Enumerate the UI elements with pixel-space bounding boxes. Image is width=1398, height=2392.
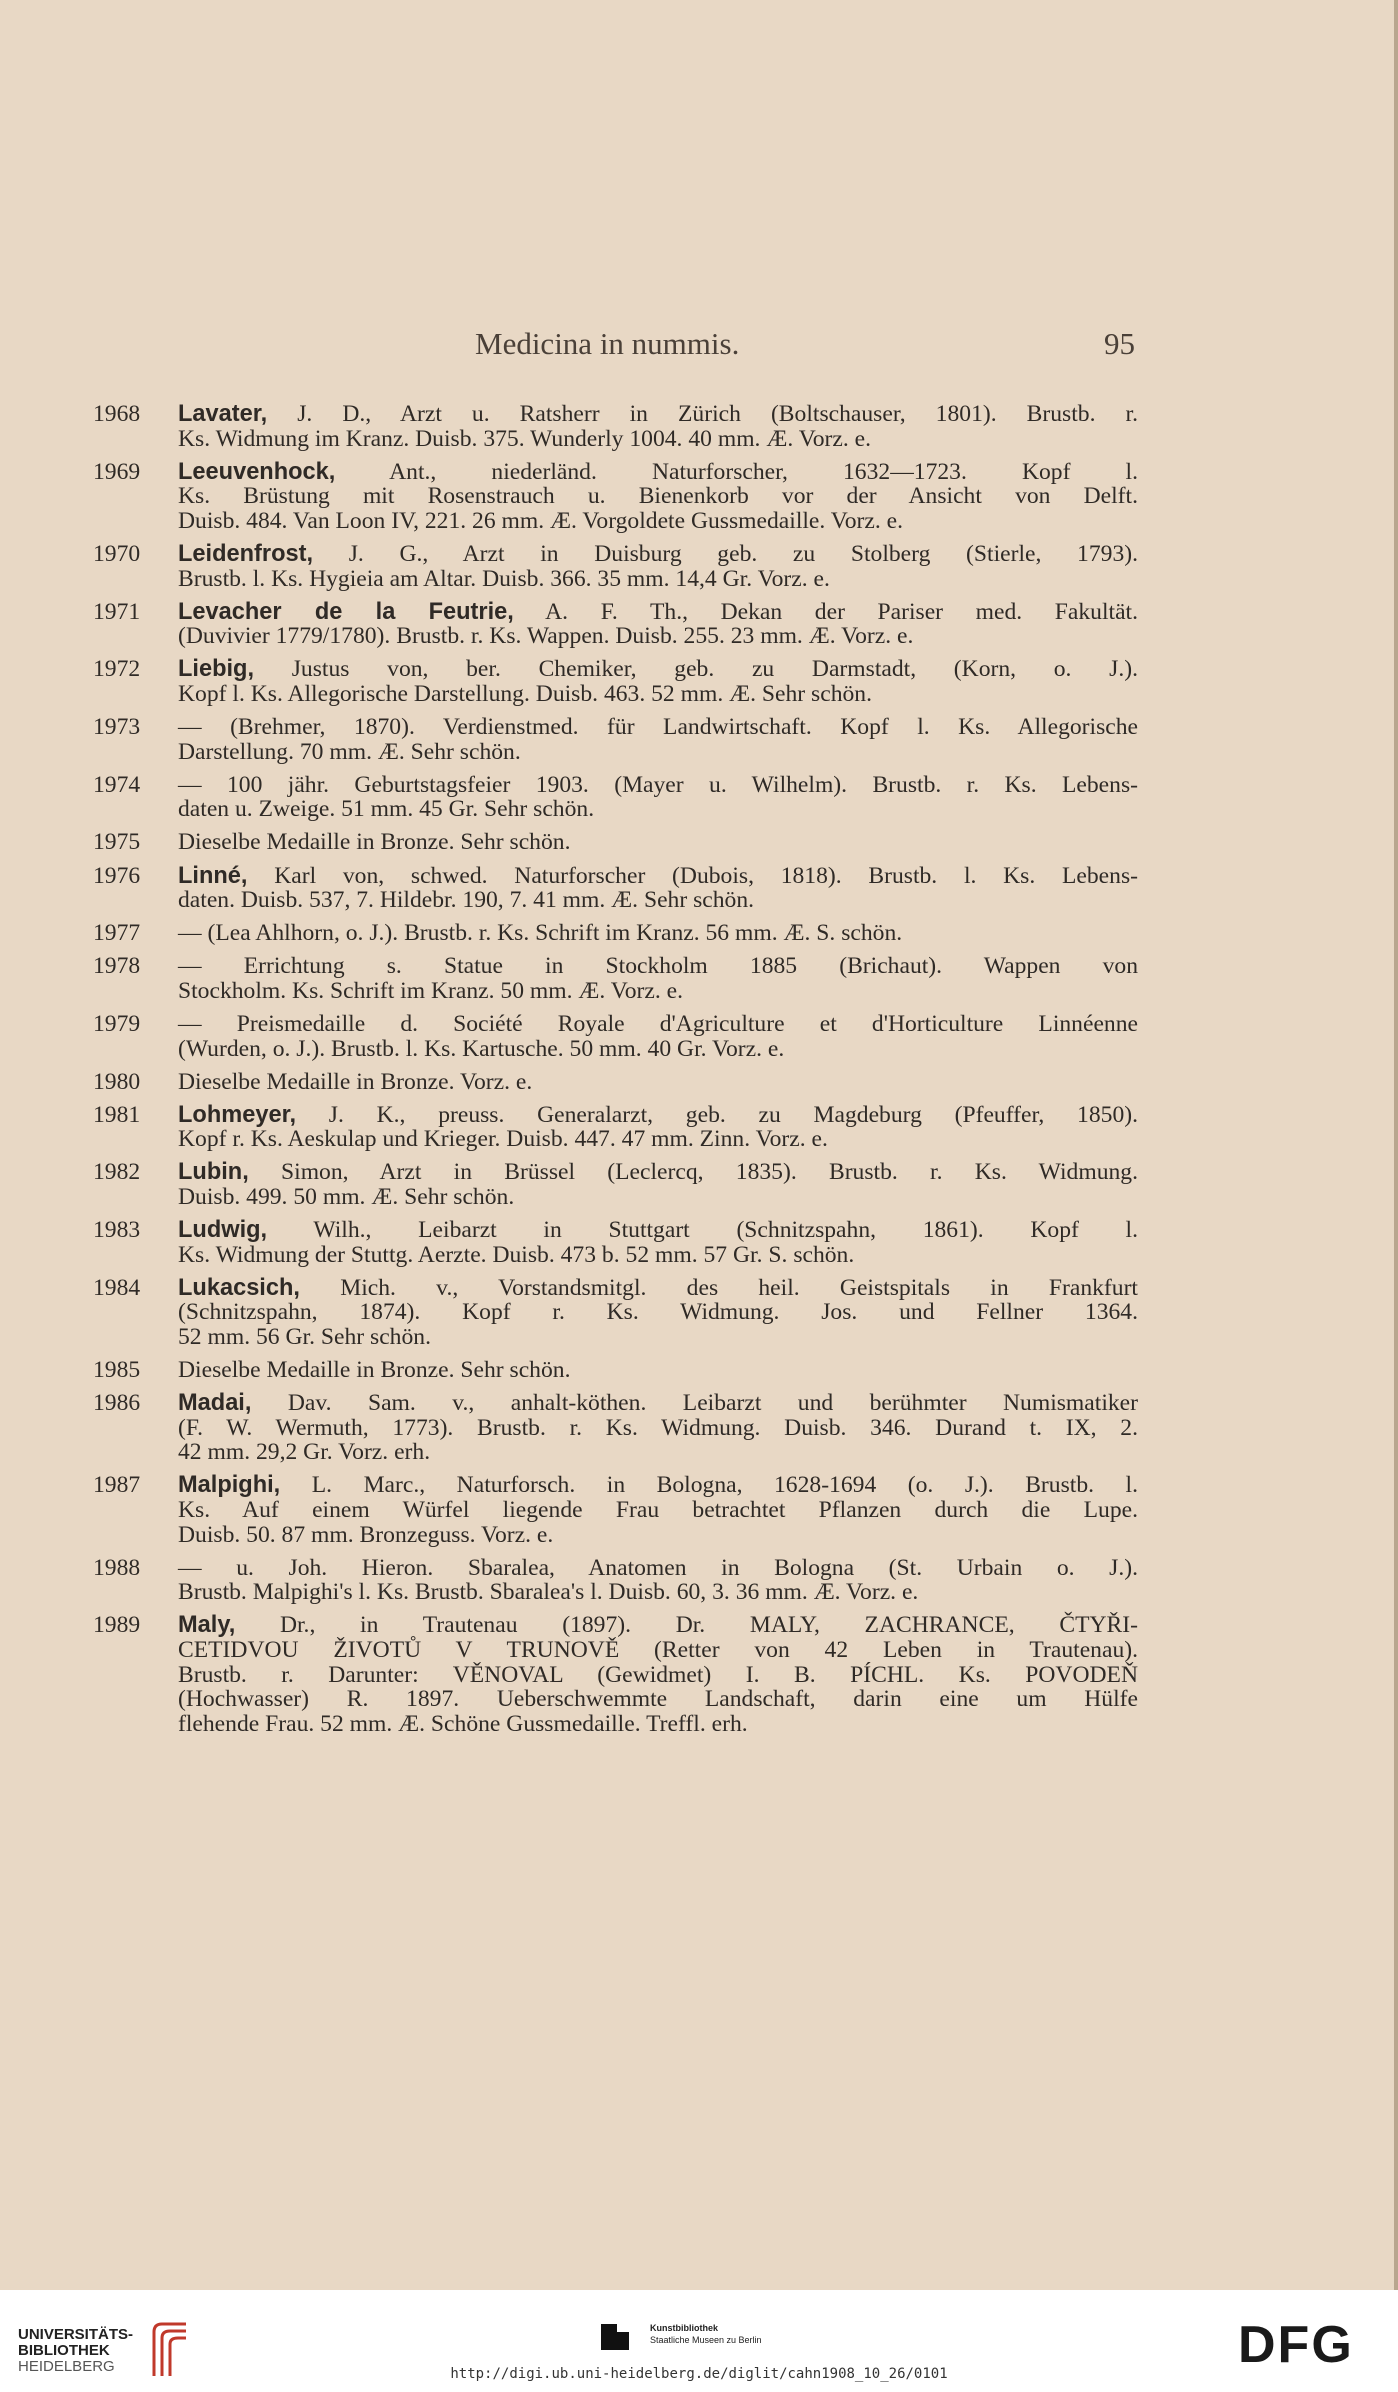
catalog-entry: [93, 1556, 1138, 1605]
entry-text: — (Brehmer, 1870). Verdienstmed. für Landwirtschaft. Kopf l. Ks. Allegorische: [178, 714, 1138, 741]
entry-line: [178, 830, 1138, 855]
catalog-entry: [93, 1103, 1138, 1152]
entry-text: Wilh., Leibarzt in Stuttgart (Schnitzspahn, 1861). Kopf l.: [267, 1217, 1138, 1244]
entry-line: [178, 954, 1138, 979]
entry-text: — Errichtung s. Statue in Stockholm 1885 (Brichaut). Wappen von: [178, 953, 1138, 980]
entry-line: [178, 715, 1138, 740]
entry-person-name: Madai,: [178, 1390, 252, 1417]
entry-text: Dieselbe Medaille in Bronze. Vorz. e.: [178, 1068, 533, 1095]
entry-line: [178, 1243, 1138, 1268]
kunstbibliothek-logo-icon[interactable]: [597, 2318, 633, 2354]
entry-number: 1982: [93, 1159, 141, 1186]
entry-text: Ks. Widmung im Kranz. Duisb. 375. Wunderly 1004. 40 mm. Æ. Vorz. e.: [178, 425, 871, 452]
catalog-entry: [93, 657, 1138, 706]
entry-person-name: Levacher de la Feutrie,: [178, 598, 514, 625]
catalog-entry: [93, 830, 1138, 855]
entry-text: Brustb. l. Ks. Hygieia am Altar. Duisb. 366. 35 mm. 14,4 Gr. Vorz. e.: [178, 565, 830, 592]
entry-line: [178, 1663, 1138, 1688]
entry-line: [178, 1580, 1138, 1605]
entry-line: [178, 797, 1138, 822]
entry-text: Mich. v., Vorstandsmitgl. des heil. Geistspitals in Frankfurt: [299, 1274, 1138, 1301]
entry-line: [178, 1440, 1138, 1465]
entry-number: 1969: [93, 458, 141, 485]
catalog-entry: [93, 1070, 1138, 1095]
entry-line: [178, 1358, 1138, 1383]
entry-text: Brustb. Malpighi's l. Ks. Brustb. Sbaralea's l. Duisb. 60, 3. 36 mm. Æ. Vorz. e.: [178, 1579, 919, 1606]
entry-number: 1985: [93, 1357, 141, 1384]
entry-line: [178, 484, 1138, 509]
entry-text: Duisb. 484. Van Loon IV, 221. 26 mm. Æ. Vorgoldete Gussmedaille. Vorz. e.: [178, 507, 904, 534]
entry-number: 1979: [93, 1010, 141, 1037]
entry-line: [178, 921, 1138, 946]
entry-line: [178, 1325, 1138, 1350]
catalog-entry: [93, 715, 1138, 764]
entry-text: Justus von, ber. Chemiker, geb. zu Darmstadt, (Korn, o. J.).: [254, 656, 1138, 683]
entry-text: Dieselbe Medaille in Bronze. Sehr schön.: [178, 829, 571, 856]
entry-text: daten. Duisb. 537, 7. Hildebr. 190, 7. 41 mm. Æ. Sehr schön.: [178, 887, 755, 914]
entry-text: flehende Frau. 52 mm. Æ. Schöne Gussmedaille. Treffl. erh.: [178, 1710, 748, 1737]
entry-line: [178, 509, 1138, 534]
entry-line: [178, 1300, 1138, 1325]
entry-line: [178, 600, 1138, 625]
entry-line: [178, 460, 1138, 485]
catalog-entry: [93, 542, 1138, 591]
entry-person-name: Leidenfrost,: [178, 540, 314, 567]
catalog-entries: [93, 402, 1138, 1745]
entry-text: Dav. Sam. v., anhalt-köthen. Leibarzt und berühmter Numismatiker: [251, 1390, 1138, 1417]
entry-person-name: Lubin,: [178, 1159, 249, 1186]
entry-number: 1978: [93, 953, 141, 980]
entry-person-name: Lohmeyer,: [178, 1101, 297, 1128]
catalog-entry: [93, 1613, 1138, 1736]
entry-text: Dr., in Trautenau (1897). Dr. MALY, ZACHRANCE, ČTYŘI-: [235, 1612, 1138, 1639]
entry-text: Simon, Arzt in Brüssel (Leclercq, 1835). Brustb. r. Ks. Widmung.: [248, 1159, 1138, 1186]
entry-text: 42 mm. 29,2 Gr. Vorz. erh.: [178, 1439, 431, 1466]
entry-text: Duisb. 50. 87 mm. Bronzeguss. Vorz. e.: [178, 1521, 554, 1548]
entry-line: [178, 542, 1138, 567]
entry-person-name: Leeuvenhock,: [178, 458, 336, 485]
entry-line: [178, 773, 1138, 798]
entry-text: A. F. Th., Dekan der Pariser med. Fakultät.: [513, 598, 1138, 625]
entry-line: [178, 624, 1138, 649]
entry-text: Darstellung. 70 mm. Æ. Sehr schön.: [178, 738, 521, 765]
entry-text: (Schnitzspahn, 1874). Kopf r. Ks. Widmung. Jos. und Fellner 1364.: [178, 1299, 1138, 1326]
entry-number: 1973: [93, 714, 141, 741]
entry-line: [178, 1687, 1138, 1712]
entry-text: Ks. Auf einem Würfel liegende Frau betrachtet Pflanzen durch die Lupe.: [178, 1497, 1138, 1524]
running-header: [475, 326, 1135, 368]
entry-text: Kopf l. Ks. Allegorische Darstellung. Duisb. 463. 52 mm. Æ. Sehr schön.: [178, 680, 872, 707]
entry-text: — 100 jähr. Geburtstagsfeier 1903. (Mayer u. Wilhelm). Brustb. r. Ks. Lebens-: [178, 771, 1138, 798]
entry-line: [178, 1276, 1138, 1301]
entry-number: 1989: [93, 1612, 141, 1639]
catalog-entry: [93, 402, 1138, 451]
entry-text: Duisb. 499. 50 mm. Æ. Sehr schön.: [178, 1184, 515, 1211]
entry-line: [178, 567, 1138, 592]
uni-logo-line: HEIDELBERG: [18, 2358, 115, 2375]
entry-line: [178, 1416, 1138, 1441]
entry-person-name: Lukacsich,: [178, 1274, 300, 1301]
entry-person-name: Lavater,: [178, 401, 268, 427]
catalog-entry: [93, 1358, 1138, 1383]
entry-text: Ks. Widmung der Stuttg. Aerzte. Duisb. 473 b. 52 mm. 57 Gr. S. schön.: [178, 1241, 855, 1268]
entry-text: — u. Joh. Hieron. Sbaralea, Anatomen in Bologna (St. Urbain o. J.).: [178, 1554, 1138, 1581]
entry-number: 1980: [93, 1068, 141, 1095]
catalog-entry: [93, 1473, 1138, 1547]
entry-line: [178, 682, 1138, 707]
entry-text: Ks. Brüstung mit Rosenstrauch u. Bienenkorb vor der Ansicht von Delft.: [178, 483, 1138, 510]
entry-number: 1983: [93, 1217, 141, 1244]
entry-line: [178, 1473, 1138, 1498]
entry-line: [178, 1498, 1138, 1523]
entry-number: 1987: [93, 1472, 141, 1499]
entry-text: Dieselbe Medaille in Bronze. Sehr schön.: [178, 1357, 571, 1384]
entry-text: daten u. Zweige. 51 mm. 45 Gr. Sehr schön.: [178, 796, 595, 823]
entry-number: 1970: [93, 540, 141, 567]
entry-text: L. Marc., Naturforsch. in Bologna, 1628-1694 (o. J.). Brustb. l.: [280, 1472, 1138, 1499]
entry-line: [178, 402, 1138, 427]
entry-number: 1972: [93, 656, 141, 683]
catalog-entry: [93, 864, 1138, 913]
entry-text: Brustb. r. Darunter: VĚNOVAL (Gewidmet) I. B. PÍCHL. Ks. POVODEŇ: [178, 1661, 1138, 1688]
catalog-entry: [93, 921, 1138, 946]
entry-line: [178, 1523, 1138, 1548]
entry-person-name: Liebig,: [178, 656, 255, 683]
entry-text: — Preismedaille d. Société Royale d'Agriculture et d'Horticulture Linnéenne: [178, 1010, 1138, 1037]
entry-text: Kopf r. Ks. Aeskulap und Krieger. Duisb. 447. 47 mm. Zinn. Vorz. e.: [178, 1126, 828, 1153]
entry-number: 1971: [93, 598, 141, 625]
entry-line: [178, 657, 1138, 682]
entry-text: J. G., Arzt in Duisburg geb. zu Stolberg (Stierle, 1793).: [313, 540, 1138, 567]
page-title: Medicina in nummis.: [475, 326, 740, 361]
catalog-entry: [93, 1218, 1138, 1267]
entry-number: 1976: [93, 862, 141, 889]
entry-person-name: Ludwig,: [178, 1217, 268, 1244]
catalog-entry: [93, 1160, 1138, 1209]
catalog-entry: [93, 460, 1138, 534]
entry-line: [178, 1185, 1138, 1210]
entry-line: [178, 1012, 1138, 1037]
entry-text: CETIDVOU ŽIVOTŮ V TRUNOVĚ (Retter von 42 Leben in Trautenau).: [178, 1637, 1138, 1664]
page-number: 95: [1104, 326, 1135, 361]
entry-text: (Hochwasser) R. 1897. Ueberschwemmte Landschaft, darin eine um Hülfe: [178, 1686, 1138, 1713]
entry-person-name: Maly,: [178, 1612, 236, 1639]
uni-logo-line: UNIVERSITÄTS-: [18, 2326, 134, 2343]
uni-logo-line: BIBLIOTHEK: [18, 2342, 110, 2359]
entry-number: 1986: [93, 1390, 141, 1417]
entry-line: [178, 864, 1138, 889]
entry-text: Ant., niederländ. Naturforscher, 1632—1723. Kopf l.: [335, 458, 1138, 485]
kb-line: Staatliche Museen zu Berlin: [650, 2335, 762, 2345]
entry-text: J. D., Arzt u. Ratsherr in Zürich (Boltschauser, 1801). Brustb. r.: [267, 401, 1138, 427]
kb-line: Kunstbibliothek: [650, 2323, 718, 2333]
entry-line: [178, 1127, 1138, 1152]
entry-text: J. K., preuss. Generalarzt, geb. zu Magdeburg (Pfeuffer, 1850).: [296, 1101, 1138, 1128]
entry-text: Stockholm. Ks. Schrift im Kranz. 50 mm. Æ. Vorz. e.: [178, 977, 684, 1004]
catalog-entry: [93, 1276, 1138, 1350]
catalog-entry: [93, 1012, 1138, 1061]
entry-person-name: Malpighi,: [178, 1472, 281, 1499]
entry-text: (Wurden, o. J.). Brustb. l. Ks. Kartusche. 50 mm. 40 Gr. Vorz. e.: [178, 1035, 785, 1062]
entry-number: 1981: [93, 1101, 141, 1128]
catalog-entry: [93, 1391, 1138, 1465]
entry-number: 1977: [93, 920, 141, 947]
entry-text: (F. W. Wermuth, 1773). Brustb. r. Ks. Widmung. Duisb. 346. Durand t. IX, 2.: [178, 1414, 1138, 1441]
entry-line: [178, 1613, 1138, 1638]
entry-line: [178, 979, 1138, 1004]
catalog-entry: [93, 954, 1138, 1003]
entry-line: [178, 888, 1138, 913]
entry-number: 1988: [93, 1554, 141, 1581]
entry-line: [178, 1160, 1138, 1185]
entry-text: (Duvivier 1779/1780). Brustb. r. Ks. Wappen. Duisb. 255. 23 mm. Æ. Vorz. e.: [178, 623, 914, 650]
entry-number: 1975: [93, 829, 141, 856]
entry-person-name: Linné,: [178, 862, 248, 889]
catalog-entry: [93, 773, 1138, 822]
kunstbibliothek-label: [650, 2322, 762, 2346]
dfg-logo[interactable]: DFG: [1238, 2316, 1354, 2374]
entry-line: [178, 1391, 1138, 1416]
entry-line: [178, 1218, 1138, 1243]
catalog-entry: [93, 600, 1138, 649]
entry-line: [178, 1712, 1138, 1737]
entry-number: 1984: [93, 1274, 141, 1301]
entry-line: [178, 1103, 1138, 1128]
entry-text: 52 mm. 56 Gr. Sehr schön.: [178, 1324, 431, 1350]
entry-line: [178, 1638, 1138, 1663]
entry-text: — (Lea Ahlhorn, o. J.). Brustb. r. Ks. Schrift im Kranz. 56 mm. Æ. S. schön.: [178, 920, 903, 947]
entry-line: [178, 740, 1138, 765]
entry-text: Karl von, schwed. Naturforscher (Dubois, 1818). Brustb. l. Ks. Lebens-: [247, 862, 1138, 889]
source-url[interactable]: http://digi.ub.uni-heidelberg.de/diglit/cahn1908_10_26/0101: [450, 2366, 948, 2382]
entry-line: [178, 1556, 1138, 1581]
entry-line: [178, 427, 1138, 452]
entry-line: [178, 1070, 1138, 1095]
entry-number: 1974: [93, 771, 141, 798]
entry-number: 1968: [93, 401, 141, 427]
entry-line: [178, 1037, 1138, 1062]
